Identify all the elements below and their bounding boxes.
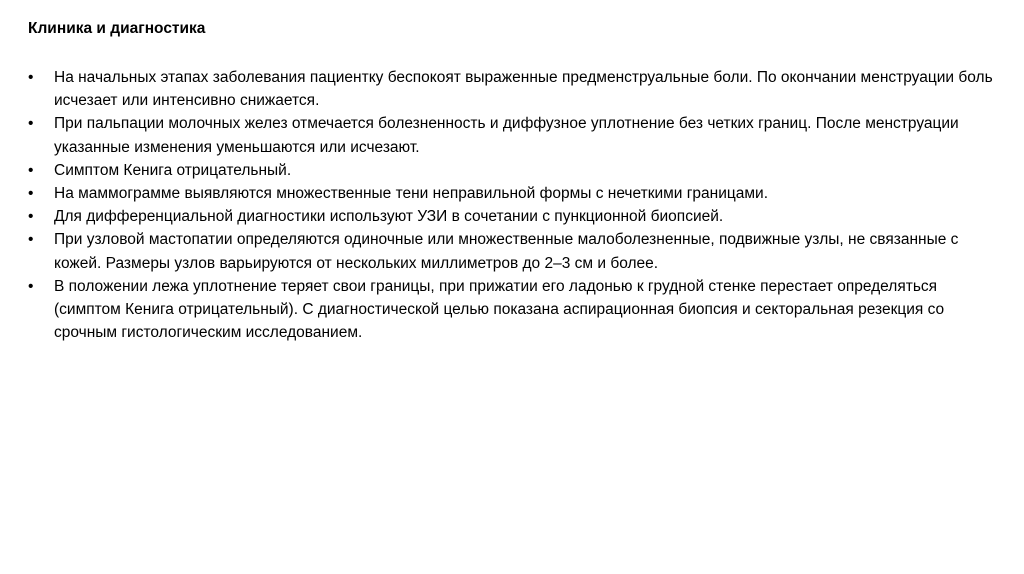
bullet-text: Симптом Кенига отрицательный. (54, 161, 292, 179)
bullet-text: При пальпации молочных желез отмечается болезненность и диффузное уплотнение без четких границ. После менструации указанные изменения уменьшаются или исчезают. (54, 115, 959, 156)
slide-title: Клиника и диагностика (28, 20, 206, 37)
bullet-text: На начальных этапах заболевания пациентку беспокоят выраженные предменструальные боли. По окончании менструации боль исчезает или интенсивно снижается. (54, 69, 993, 110)
bullet-text: При узловой мастопатии определяются одиночные или множественные малоболезненные, подвижные узлы, не связанные с кожей. Размеры узлов варьируются от нескольких миллиметров до 2–3 см и более. (54, 231, 959, 272)
bullet-icon: • (28, 115, 34, 133)
bullet-item (28, 205, 1008, 228)
bullet-text: Для дифференциальной диагностики используют УЗИ в сочетании с пункционной биопсией. (54, 208, 724, 226)
bullet-icon: • (28, 161, 34, 179)
bullet-icon: • (28, 69, 34, 86)
bullet-item (28, 66, 1008, 112)
bullet-text: В положении лежа уплотнение теряет свои границы, при прижатии его ладонью к грудной стенке перестает определяться (симптом Кенига отрицательный). С диагностической целью показана аспирационная биопсия и секторальная резекция со срочным гистологическим исследованием. (54, 277, 945, 342)
bullet-icon: • (28, 208, 34, 226)
bullet-list (28, 66, 1008, 344)
bullet-item (28, 228, 1008, 274)
bullet-icon: • (28, 231, 34, 249)
bullet-item (28, 275, 1008, 345)
bullet-item (28, 182, 1008, 205)
bullet-icon: • (28, 277, 34, 295)
bullet-icon: • (28, 185, 34, 203)
bullet-text: На маммограмме выявляются множественные тени неправильной формы с нечеткими границами. (54, 185, 769, 203)
bullet-item (28, 159, 1008, 182)
bullet-item (28, 112, 1008, 158)
